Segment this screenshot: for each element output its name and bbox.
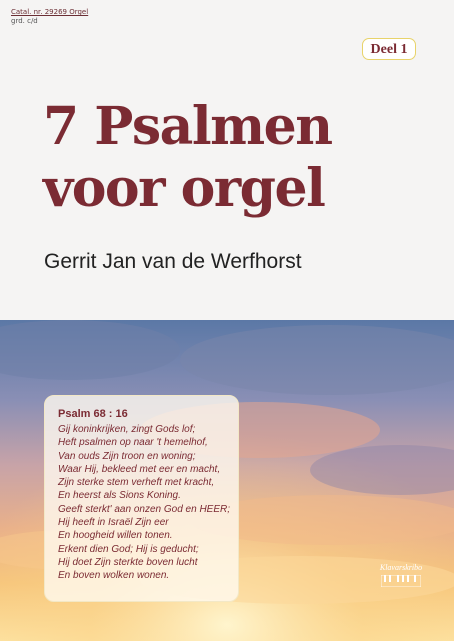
psalm-line: Zijn sterke stem verheft met kracht, [58, 477, 215, 489]
page-title [43, 96, 403, 220]
psalm-line: En hoogheid willen tonen. [58, 530, 173, 542]
psalm-line: Van ouds Zijn troon en woning; [58, 450, 196, 462]
catalog-number: Catal. nr. 29269 Orgel [11, 8, 89, 16]
psalm-line: Hij doet Zijn sterkte boven lucht [58, 556, 198, 568]
title-line-1: 7 Psalmen [43, 96, 332, 157]
psalm-line: En boven wolken wonen. [58, 570, 170, 582]
catalog-info [11, 8, 88, 26]
composer-name: Gerrit Jan van de Werfhorst [44, 250, 302, 273]
cover-top-panel [0, 0, 454, 320]
piano-keys-icon [381, 575, 421, 587]
psalm-text-box [44, 395, 239, 602]
psalm-line: Heft psalmen op naar 't hemelhof, [58, 437, 208, 449]
psalm-line: Hij heeft in Israël Zijn eer [58, 517, 169, 529]
psalm-line: Geeft sterkt' aan onzen God en HEER; [58, 503, 231, 515]
psalm-heading: Psalm 68 : 16 [58, 408, 128, 420]
psalm-line: En heerst als Sions Koning. [58, 490, 181, 502]
title-line-2: voor orgel [43, 158, 325, 219]
volume-badge: Deel 1 [362, 38, 416, 60]
psalm-line: Erkent dien God; Hij is geducht; [58, 543, 199, 555]
psalm-line: Gij koninkrijken, zingt Gods lof; [58, 424, 196, 435]
psalm-verse [58, 423, 238, 583]
psalm-line: Waar Hij, bekleed met eer en macht, [58, 463, 221, 475]
publisher-logo [377, 557, 425, 605]
grade-label: grd. c/d [11, 17, 38, 25]
publisher-name: Klavarskribo [379, 563, 423, 572]
